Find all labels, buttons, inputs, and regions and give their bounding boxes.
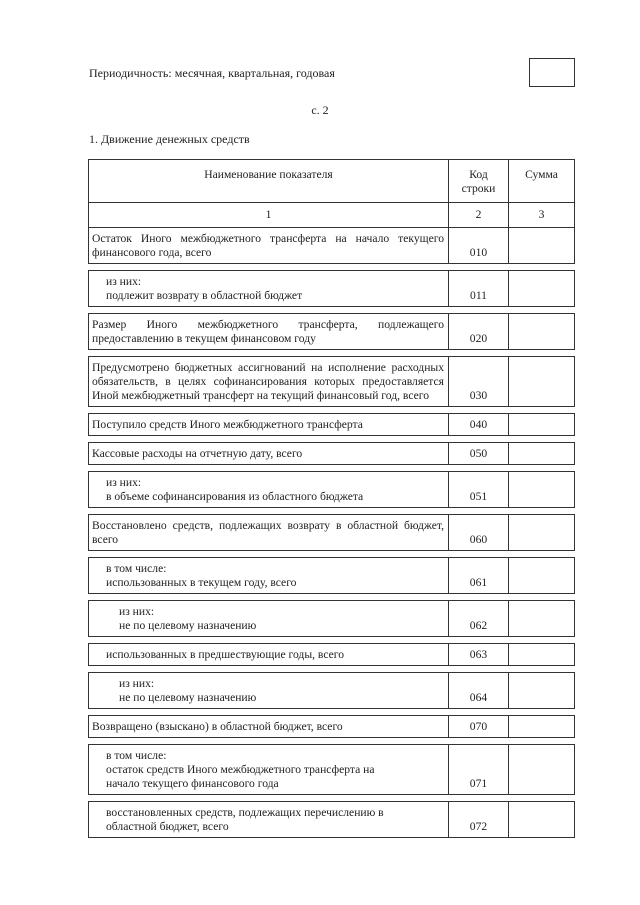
row-code-cell: 062 (449, 601, 509, 637)
indicator-name-cell (89, 745, 449, 795)
row-spacer-cell (89, 264, 449, 271)
table-row (89, 673, 575, 709)
row-spacer-cell (509, 666, 575, 673)
sum-cell[interactable] (509, 601, 575, 637)
row-spacer-cell (89, 795, 449, 802)
header-indicator-name: Наименование показателя (89, 160, 449, 203)
sum-cell[interactable] (509, 716, 575, 738)
row-spacer-cell (449, 307, 509, 314)
row-spacer (89, 637, 575, 644)
header-sum: Сумма (509, 160, 575, 203)
row-spacer-cell (449, 709, 509, 716)
sum-cell[interactable] (509, 314, 575, 350)
indicator-name-line: в объеме софинансирования из областного бюджета (106, 490, 364, 503)
row-spacer (89, 738, 575, 745)
row-code-cell: 020 (449, 314, 509, 350)
sum-cell[interactable] (509, 228, 575, 264)
indicator-name-line: начало текущего финансового года (106, 777, 279, 790)
row-spacer-cell (89, 738, 449, 745)
table-row (89, 558, 575, 594)
sum-cell[interactable] (509, 414, 575, 436)
indicator-name-line: не по целевому назначению (119, 619, 257, 632)
indicator-name-line: в том числе: (106, 749, 167, 762)
row-spacer (89, 508, 575, 515)
row-spacer (89, 307, 575, 314)
sum-cell[interactable] (509, 271, 575, 307)
row-spacer-cell (509, 264, 575, 271)
row-spacer-cell (89, 637, 449, 644)
row-spacer-cell (509, 350, 575, 357)
indicator-name-line: Возвращено (взыскано) в областной бюджет, всего (92, 720, 343, 733)
indicator-name-cell (89, 558, 449, 594)
row-spacer-cell (449, 264, 509, 271)
row-code-cell: 010 (449, 228, 509, 264)
sum-cell[interactable] (509, 673, 575, 709)
table-row (89, 472, 575, 508)
row-spacer-cell (449, 594, 509, 601)
row-spacer (89, 594, 575, 601)
indicator-name-line: подлежит возврату в областной бюджет (106, 289, 303, 302)
column-numbers-row (89, 203, 575, 228)
row-code-cell: 061 (449, 558, 509, 594)
row-spacer-cell (509, 307, 575, 314)
indicator-name-line: областной бюджет, всего (106, 820, 229, 833)
indicator-name-cell (89, 271, 449, 307)
row-spacer-cell (449, 465, 509, 472)
row-code-cell: 030 (449, 357, 509, 407)
indicator-name-line: из них: (119, 605, 155, 618)
row-spacer-cell (509, 709, 575, 716)
indicator-name-line: из них: (106, 476, 142, 489)
sum-cell[interactable] (509, 472, 575, 508)
indicator-name-cell (89, 314, 449, 350)
row-spacer-cell (509, 594, 575, 601)
indicator-name-cell (89, 357, 449, 407)
indicator-name-line: Кассовые расходы на отчетную дату, всего (92, 447, 303, 460)
row-code-cell: 011 (449, 271, 509, 307)
form-code-box (529, 58, 575, 87)
indicator-name-line: Восстановлено средств, подлежащих возврату в областной бюджет, всего (92, 519, 444, 546)
row-spacer-cell (449, 738, 509, 745)
row-spacer-cell (89, 709, 449, 716)
table-row (89, 228, 575, 264)
table-row (89, 716, 575, 738)
cash-flow-table (88, 159, 575, 838)
table-row (89, 314, 575, 350)
indicator-name-line: остаток средств Иного межбюджетного трансферта на (106, 763, 375, 776)
row-spacer-cell (89, 465, 449, 472)
column-number-2: 2 (449, 203, 509, 228)
row-spacer-cell (509, 436, 575, 443)
row-code-cell: 063 (449, 644, 509, 666)
row-spacer (89, 551, 575, 558)
indicator-name-cell (89, 515, 449, 551)
row-spacer-cell (89, 307, 449, 314)
row-spacer (89, 666, 575, 673)
table-row (89, 745, 575, 795)
indicator-name-line: использованных в предшествующие годы, всего (106, 648, 345, 661)
indicator-name-line: из них: (119, 677, 155, 690)
sum-cell[interactable] (509, 644, 575, 666)
row-spacer-cell (89, 350, 449, 357)
indicator-name-cell (89, 472, 449, 508)
indicator-name-line: не по целевому назначению (119, 691, 257, 704)
sum-cell[interactable] (509, 745, 575, 795)
indicator-name-cell (89, 228, 449, 264)
indicator-name-cell (89, 673, 449, 709)
row-spacer-cell (89, 551, 449, 558)
row-spacer (89, 350, 575, 357)
table-row (89, 271, 575, 307)
row-spacer-cell (449, 436, 509, 443)
row-code-cell: 064 (449, 673, 509, 709)
table-row (89, 601, 575, 637)
row-spacer-cell (89, 407, 449, 414)
section-title: 1. Движение денежных средств (89, 132, 250, 146)
column-number-3: 3 (509, 203, 575, 228)
sum-cell[interactable] (509, 357, 575, 407)
row-spacer-cell (509, 738, 575, 745)
row-spacer-cell (509, 465, 575, 472)
indicator-name-cell (89, 601, 449, 637)
table-row (89, 357, 575, 407)
sum-cell[interactable] (509, 558, 575, 594)
row-spacer (89, 436, 575, 443)
indicator-name-line: использованных в текущем году, всего (106, 576, 297, 589)
sum-cell[interactable] (509, 443, 575, 465)
indicator-name-line: Остаток Иного межбюджетного трансферта на начало текущего финансового года, всего (92, 232, 444, 259)
row-spacer (89, 407, 575, 414)
row-code-cell: 050 (449, 443, 509, 465)
row-code-cell: 040 (449, 414, 509, 436)
indicator-name-line: Размер Иного межбюджетного трансферта, подлежащего предоставлению в текущем финансовом году (92, 318, 444, 345)
row-spacer-cell (509, 637, 575, 644)
row-spacer-cell (449, 795, 509, 802)
row-spacer-cell (449, 666, 509, 673)
row-code-cell: 051 (449, 472, 509, 508)
row-spacer-cell (89, 508, 449, 515)
indicator-name-cell (89, 716, 449, 738)
row-spacer (89, 709, 575, 716)
table-row (89, 644, 575, 666)
row-spacer-cell (509, 407, 575, 414)
row-code-cell: 071 (449, 745, 509, 795)
table-header-row (89, 160, 575, 203)
row-spacer-cell (89, 666, 449, 673)
indicator-name-line: из них: (106, 275, 142, 288)
table-row (89, 443, 575, 465)
row-spacer-cell (449, 407, 509, 414)
row-spacer-cell (449, 508, 509, 515)
indicator-name-cell (89, 443, 449, 465)
indicator-name-cell (89, 644, 449, 666)
sum-cell[interactable] (509, 515, 575, 551)
row-code-cell: 072 (449, 802, 509, 838)
header-code-line2: строки (461, 182, 496, 195)
table-row (89, 515, 575, 551)
sum-cell[interactable] (509, 802, 575, 838)
row-spacer (89, 264, 575, 271)
row-spacer-cell (509, 551, 575, 558)
row-spacer (89, 465, 575, 472)
row-code-cell: 060 (449, 515, 509, 551)
indicator-name-line: Предусмотрено бюджетных ассигнований на исполнение расходных обязательств, в целях софинансирования которых предоставляется Иной межбюджетный трансферт на текущий финансовый год, всего (92, 361, 444, 402)
header-row-code (449, 160, 509, 203)
row-code-cell: 070 (449, 716, 509, 738)
row-spacer-cell (449, 350, 509, 357)
indicator-name-line: в том числе: (106, 562, 167, 575)
row-spacer-cell (89, 436, 449, 443)
indicator-name-cell (89, 802, 449, 838)
header-code-line1: Код (469, 168, 488, 181)
row-spacer-cell (509, 795, 575, 802)
indicator-name-line: Поступило средств Иного межбюджетного трансферта (92, 418, 363, 431)
table-row (89, 414, 575, 436)
row-spacer-cell (449, 637, 509, 644)
row-spacer (89, 795, 575, 802)
row-spacer-cell (89, 594, 449, 601)
periodicity-text: Периодичность: месячная, квартальная, годовая (89, 66, 335, 80)
row-spacer-cell (449, 551, 509, 558)
indicator-name-cell (89, 414, 449, 436)
row-spacer-cell (509, 508, 575, 515)
column-number-1: 1 (89, 203, 449, 228)
page-number: с. 2 (311, 103, 329, 117)
table-row (89, 802, 575, 838)
indicator-name-line: восстановленных средств, подлежащих перечислению в (106, 806, 384, 819)
